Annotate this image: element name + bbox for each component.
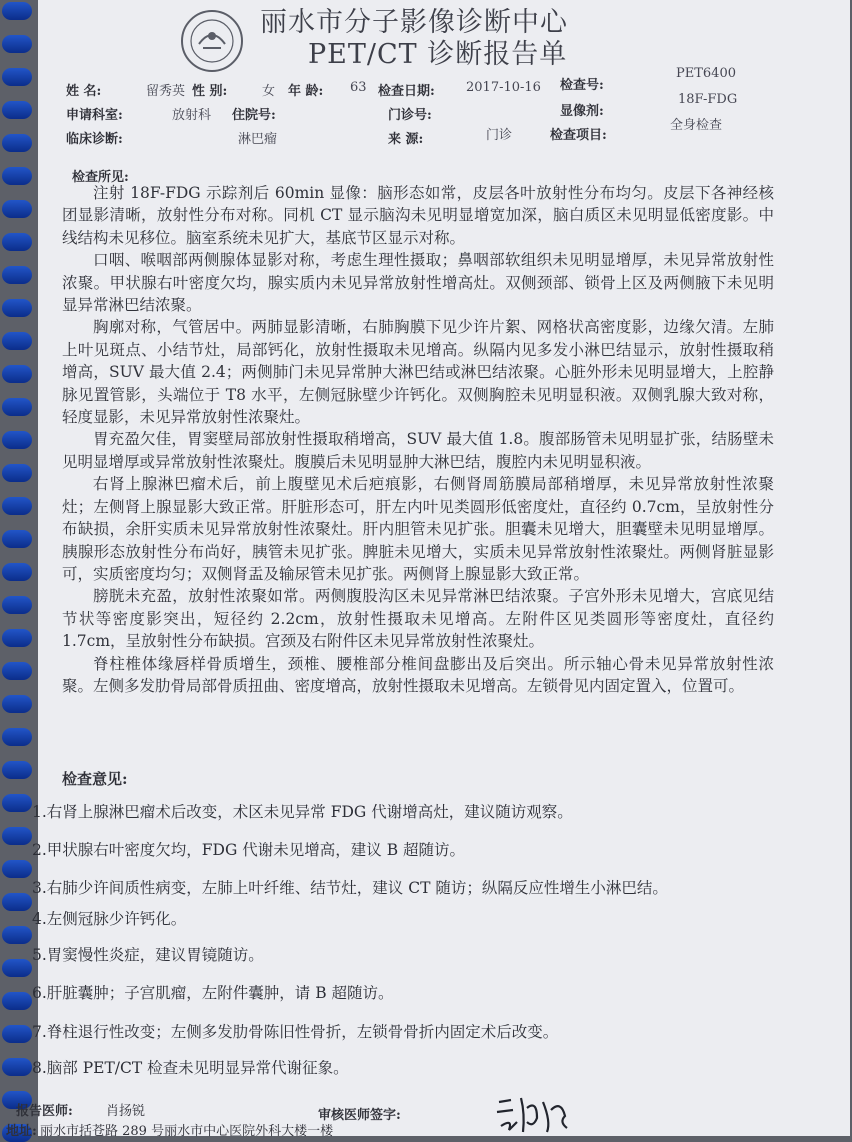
exam-date: 2017-10-16 (466, 80, 541, 95)
opinion-item: 2.甲状腺右叶密度欠均，FDG 代谢未见增高，建议 B 超随访。 (32, 841, 466, 859)
findings-paragraph-chest: 胸廓对称，气管居中。两肺显影清晰，右肺胸膜下见少许片絮、网格状高密度影，边缘欠清。左肺上叶见斑点、小结节灶，局部钙化，放射性摄取未见增高。纵隔内见多发小淋巴结显示，放射性摄取稍增高，SUV 最大值 2.4；两侧肺门未见异常肿大淋巴结或淋巴结浓聚。心脏外形未见明显增大，上腔静脉见置管影，头端位于 T8 水平，左侧冠脉壁少许钙化。双侧胸腔未见明显积液。双侧乳腺大致对称，轻度显影，未见异常放射性浓聚灶。 (62, 318, 774, 427)
patient-name: 留秀英 (146, 84, 186, 99)
opinion-item: 4.左侧冠脉少许钙化。 (32, 910, 187, 928)
dept-label: 申请科室: (66, 108, 123, 123)
findings-paragraph-spine: 脊柱椎体缘唇样骨质增生，颈椎、腰椎部分椎间盘膨出及后突出。所示轴心骨未见异常放射性浓聚。左侧多发肋骨局部骨质扭曲、密度增高，放射性摄取未见增高。左锁骨见内固定置入，位置可。 (62, 654, 774, 695)
reporter-label: 报告医师: (16, 1104, 73, 1119)
source-label: 来 源: (388, 132, 424, 147)
opinion-item: 8.脑部 PET/CT 检查未见明显异常代谢征象。 (32, 1059, 349, 1077)
source: 门诊 (486, 128, 513, 143)
reporter-name: 肖扬锐 (106, 1104, 146, 1119)
report-subtitle: PET/CT 诊断报告单 (308, 39, 568, 70)
patient-age: 63 (350, 80, 367, 95)
opinion-item: 1.右肾上腺淋巴瘤术后改变，术区未见异常 FDG 代谢增高灶，建议随访观察。 (32, 803, 573, 821)
findings-title: 检查所见: (72, 170, 129, 185)
address-label: 地址: (6, 1124, 37, 1139)
report-title: 丽水市分子影像诊断中心 (260, 7, 568, 38)
diagnosis: 淋巴瘤 (238, 132, 278, 147)
age-label: 年 龄: (288, 84, 324, 99)
opinion-item: 3.右肺少许间质性病变，左肺上叶纤维、结节灶，建议 CT 随访；纵隔反应性增生小淋巴结。 (32, 879, 668, 897)
exam-date-label: 检查日期: (378, 84, 435, 99)
report-sheet (6, 0, 850, 1139)
opinion-item: 5.胃窦慢性炎症，建议胃镜随访。 (32, 946, 264, 964)
diagnosis-label: 临床诊断: (66, 132, 123, 147)
address: 丽水市括苍路 289 号丽水市中心医院外科大楼一楼 (40, 1124, 334, 1139)
outpatient-label: 门诊号: (388, 108, 432, 123)
reviewer-signature (493, 1092, 569, 1136)
name-label: 姓 名: (66, 84, 102, 99)
findings-paragraph-abdomen: 右肾上腺淋巴瘤术后，前上腹壁见术后疤痕影，右侧肾周筋膜局部稍增厚，未见异常放射性浓聚灶；左侧肾上腺显影大致正常。肝脏形态可，肝左内叶见类圆形低密度灶，直径约 0.7cm，呈放射性分布缺损，余肝实质未见异常放射性浓聚灶。肝内胆管未见扩张。胆囊未见增大，胆囊壁未见明显增厚。胰腺形态放射性分布尚好，胰管未见扩张。脾脏未见增大，实质未见异常放射性浓聚灶。两侧肾脏显影可，实质密度均匀；双侧肾盂及输尿管未见扩张。两侧肾上腺显影大致正常。 (62, 475, 774, 583)
agent: 18F-FDG (678, 92, 738, 107)
inpatient-label: 住院号: (232, 108, 276, 123)
exam-no-label: 检查号: (560, 78, 604, 93)
exam-no: PET6400 (676, 66, 736, 81)
opinion-item: 6.肝脏囊肿；子宫肌瘤，左附件囊肿，请 B 超随访。 (32, 984, 394, 1002)
findings-paragraph-pelvis: 膀胱未充盈，放射性浓聚如常。两侧腹股沟区未见异常淋巴结浓聚。子宫外形未见增大，宫底见结节状等密度影突出，短径约 2.2cm，放射性摄取未见增高。左附件区见类圆形等密度灶，直径约 1.7cm，呈放射性分布缺损。宫颈及右附件区未见异常放射性浓聚灶。 (62, 587, 774, 651)
project-label: 检查项目: (550, 128, 607, 143)
findings-body (62, 182, 774, 697)
gender-label: 性 别: (192, 84, 228, 99)
hospital-logo-icon (179, 8, 245, 74)
findings-paragraph-neck: 口咽、喉咽部两侧腺体显影对称，考虑生理性摄取；鼻咽部软组织未见明显增厚，未见异常放射性浓聚。甲状腺右叶密度欠均，腺实质内未见异常放射性增高灶。双侧颈部、锁骨上区及两侧腋下未见明显异常淋巴结浓聚。 (62, 251, 774, 315)
opinion-item: 7.脊柱退行性改变；左侧多发肋骨陈旧性骨折，左锁骨骨折内固定术后改变。 (32, 1023, 559, 1041)
project: 全身检查 (670, 118, 723, 133)
agent-label: 显像剂: (560, 104, 604, 119)
dept: 放射科 (172, 108, 212, 123)
findings-paragraph-gi: 胃充盈欠佳，胃窦壁局部放射性摄取稍增高，SUV 最大值 1.8。腹部肠管未见明显扩张，结肠壁未见明显增厚或异常放射性浓聚灶。腹膜后未见明显肿大淋巴结，腹腔内未见明显积液。 (62, 430, 774, 471)
spiral-binding (0, 0, 36, 1136)
findings-paragraph-brain: 注射 18F-FDG 示踪剂后 60min 显像：脑形态如常，皮层各叶放射性分布均匀。皮层下各神经核团显影清晰，放射性分布对称。同机 CT 显示脑沟未见明显增宽加深，脑白质区未见明显低密度影。中线结构未见移位。脑室系统未见扩大，基底节区显示对称。 (62, 184, 774, 247)
reviewer-label: 审核医师签字: (318, 1108, 401, 1123)
patient-gender: 女 (262, 84, 276, 99)
opinion-title: 检查意见: (62, 770, 128, 788)
